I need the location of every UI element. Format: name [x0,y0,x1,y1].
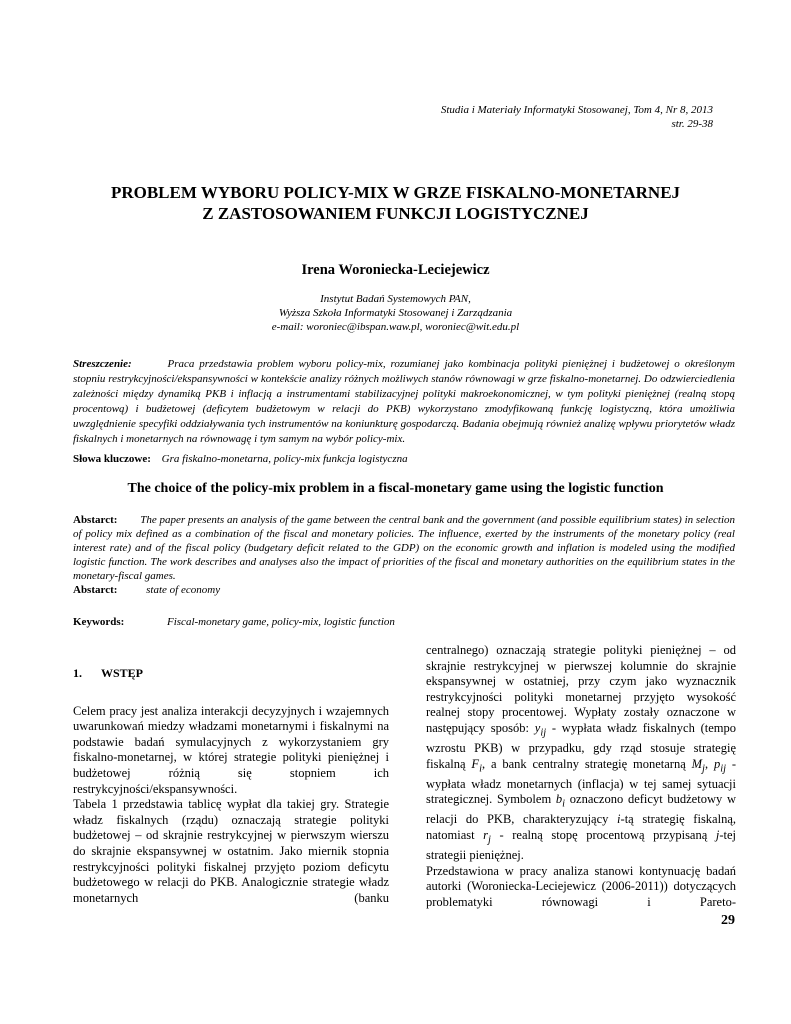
paper-title [0,182,791,224]
keywords-polish-label: Słowa kluczowe: [73,453,151,465]
abstract-english-label: Abstarct: [73,514,118,526]
abstract-english-text: The paper presents an analysis of the game between the central bank and the government (and possible equilibrium states) in selection of policy mix defined as a combination of the fiscal and monetary policies. The influence, exerted by the instruments of the monetary policy (real interest rate) and of the fiscal policy (budgetary deficit related to the GDP) on the economic growth and inflation is modeled using the modified logistic function. The work describes and analyses also the impact of priorities of the fiscal and monetary authorities on the equilibrium states in the monetary-fiscal games. [73,514,736,582]
section-title: WSTĘP [101,666,144,680]
symbol-r: r [483,828,489,843]
payoff-text-b: - wypłata władz fiskalnych (tempo wzrostu PKB) w przypadku, gdy rząd stosuje strategię fiskalną [426,720,736,771]
affiliation-line2: Wyższa Szkoła Informatyki Stosowanej i Zarządzania [278,307,513,319]
abstract-secondary-text: state of economy [146,584,221,596]
payoff-text-i: -tej strategii pieniężnej. [426,828,737,863]
symbol-i: i [617,812,621,827]
symbol-p-sub: ij [720,763,726,775]
symbol-F-sub: i [479,763,482,775]
keywords-english-label: Keywords: [73,616,125,628]
abstract-polish-text: Praca przedstawia problem wyboru policy-mix, rozumianej jako kombinacja polityki pieniężnej i budżetowej o określonym stopniu restrykcyjności/ekspansywności w kontekście analizy różnych możliwych stanów równowagi w grze fiskalno-monetarnej. Do odzwierciedlenia zależności między dynamiką PKB i inflacją a instrumentami stabilizacyjnej polityki makroekonomicznej, w tym polityki pieniężnej (realną stopą procentową) i budżetowej (deficytem budżetowym w relacji do PKB) wykorzystano zmodyfikowaną funkcję logistyczną, która umożliwia uwzględnienie specyfiki oddziaływania tych instrumentów na koniunkturę gospodarczą. Badania obejmują również analizę wpływu priorytetów władz fiskalnych i monetarnych na równowagę i tym samym na wybór policy-mix. [73,358,735,445]
keywords-english [73,615,395,629]
paper-title-line1: PROBLEM WYBORU POLICY-MIX W GRZE FISKALNO-MONETARNEJ [110,183,681,202]
abstract-polish [73,357,735,447]
section-number: 1. [73,666,82,680]
continuation-paragraph: Przedstawiona w pracy analiza stanowi kontynuację badań autorki (Woroniecka-Leciejewicz (2006-2011)) dotyczących problematyki równowagi i Pareto- [426,863,736,909]
payoff-text-e: - wypłata władz monetarnych (inflacja) w tej samej sytuacji strategicznej. Symbolem [426,756,736,807]
keywords-polish [73,452,735,466]
payoff-text-g: -tą strategię fiskalną, natomiast [426,812,737,843]
author-name: Irena Woroniecka-Leciejewicz [301,262,490,278]
symbol-M: M [691,756,703,771]
abstract-english [73,513,735,583]
payoff-text-c: , a bank centralny strategię monetarną [481,756,692,771]
right-column [426,643,736,911]
journal-citation: Studia i Materiały Informatyki Stosowanej, Tom 4, Nr 8, 2013 [440,104,713,116]
payoff-text-d: , [704,756,714,771]
payoff-text-f: oznaczono deficyt budżetowy w relacji do PKB, charakteryzujący [426,792,736,827]
journal-pages: str. 29-38 [671,118,713,130]
keywords-english-text: Fiscal-monetary game, policy-mix, logistic function [167,616,395,628]
abstract-english-secondary [73,583,220,597]
intro-paragraph-2: Tabela 1 przedstawia tablicę wypłat dla takiej gry. Strategie władz fiskalnych (rządu) oznaczają strategie polityki budżetowej – od skrajnie restrykcyjnej w pierwszym wierszu do skrajnie ekspansywnej w ostatnim. Jako miernik stopnia restrykcyjności polityki fiskalnej przyjęto poziom deficytu budżetowego w relacji do PKB. Analogicznie strategie władz monetarnych (banku [73,797,389,905]
payoff-paragraph [426,643,736,864]
author-email: e-mail: woroniec@ibspan.waw.pl, woroniec@wit.edu.pl [271,321,520,333]
left-column [73,666,389,906]
affiliation-line1: Instytut Badań Systemowych PAN, [320,293,471,305]
symbol-y-sub: ij [540,727,547,739]
symbol-b-sub: i [562,798,566,810]
symbol-y: y [534,720,541,735]
abstract-secondary-label: Abstarct: [73,584,118,596]
author-affiliation [0,292,791,334]
paper-title-line2: Z ZASTOSOWANIEM FUNKCJI LOGISTYCZNEJ [202,204,589,223]
symbol-j: j [715,828,720,843]
symbol-b: b [555,792,563,807]
payoff-text-h: - realną stopę procentową przypisaną [490,828,716,843]
symbol-r-sub: j [488,834,491,846]
journal-header [441,103,713,131]
intro-paragraph-1: Celem pracy jest analiza interakcji decyzyjnych i wzajemnych uwarunkowań miedzy władzami monetarnymi i fiskalnymi na podstawie badań symulacyjnych z wykorzystaniem gry fiskalno-monetarnej, w której strategie polityki pieniężnej i budżetowej różnią się stopniem ich restrykcyjności/ekspansywności. [73,703,389,796]
abstract-polish-label: Streszczenie: [73,358,132,370]
symbol-M-sub: j [702,763,705,775]
keywords-polish-text: Gra fiskalno-monetarna, policy-mix funkcja logistyczna [161,453,408,465]
symbol-p: p [713,756,721,771]
english-title: The choice of the policy-mix problem in a fiscal-monetary game using the logistic function [127,481,664,496]
page-number: 29 [721,913,735,928]
payoff-text-a: centralnego) oznaczają strategie polityki pieniężnej – od skrajnie restrykcyjnej w pierwszej kolumnie do skrajnie ekspansywnej w ostatniej, przy czym jako wyznacznik restrykcyjności polityki monetarnej przyjęto wysokość realnej stopy procentowej. Wypłaty zostały oznaczone w następujący sposób: [426,643,736,735]
section-heading [73,666,389,682]
symbol-F: F [471,756,480,771]
